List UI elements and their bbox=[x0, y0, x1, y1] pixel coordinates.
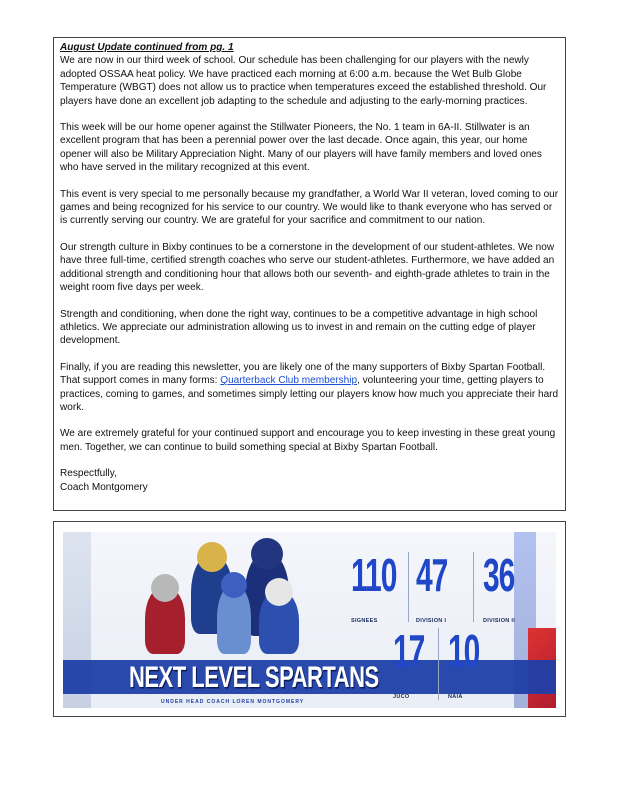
stat-value: 10 bbox=[448, 626, 480, 679]
stat-value: 110 bbox=[351, 550, 397, 603]
closing-text: Respectfully, bbox=[60, 468, 117, 480]
newsletter-letter bbox=[53, 37, 566, 511]
quarterback-club-link[interactable]: Quarterback Club membership bbox=[220, 375, 358, 387]
paragraph-text: We are now in our third week of school. Our schedule has been challenging for our players with the newly adopted OSSAA heat policy. We have practiced each morning at 6:00 a.m. because the Wet Bulb Globe Temperature (WBGT) does not allow us to practice when temperatures exceed the established threshold. Our players have done an excellent job adapting to the schedule and adjusting to the early-morning practices. bbox=[60, 55, 547, 107]
letter-paragraph-7: We are extremely grateful for your continued support and encourage you to keep investing in these great young men. Together, we can continue to build something special at Bixby Spartan Football. bbox=[60, 428, 556, 453]
letter-paragraph-2: This week will be our home opener against the Stillwater Pioneers, the No. 1 team in 6A-II. Stillwater is an excellent program that has been a perennial power over the last decade. Once again, this year, our home opener will also be Military Appreciation Night. Many of our players will have family members and loved ones who have served in the military recognized at this event. bbox=[60, 122, 542, 174]
stat-label: DIVISION I bbox=[416, 618, 447, 624]
stat-divider bbox=[408, 552, 409, 622]
signature-name: Coach Montgomery bbox=[60, 481, 148, 493]
stat-division-i bbox=[416, 550, 448, 624]
letter-paragraph-4: Our strength culture in Bixby continues to be a cornerstone in the development of our student-athletes. We now have three full-time, certified strength coaches who serve our student-athletes. Furthermore, we have added an additional strength and conditioning hour that allows both our seventh- and eighth-grade athletes to train in the weight room five days per week. bbox=[60, 241, 555, 294]
signature-block bbox=[60, 467, 559, 494]
stat-divider bbox=[473, 552, 474, 622]
stat-signees bbox=[351, 550, 397, 624]
banner-title: NEXT LEVEL SPARTANS bbox=[129, 660, 379, 694]
stat-label: JUCO bbox=[393, 694, 410, 700]
stat-label: NAIA bbox=[448, 694, 463, 700]
letter-paragraph-3: This event is very special to me personally because my grandfather, a World War II veteran, loved coming to our games and being recognized for his service to our country. We would like to thank everyone who has served or is currently serving our country. We are grateful for your sacrifice and commitment to our nation. bbox=[60, 188, 559, 227]
stat-division-ii bbox=[483, 550, 516, 624]
stat-value: 47 bbox=[416, 550, 448, 603]
continued-heading: August Update continued from pg. 1 bbox=[60, 42, 234, 53]
paragraph-text: Finally, if you are reading this newsletter, you are likely one of the many supporters of Bixby Spartan Football. That support comes in many forms: bbox=[60, 361, 546, 387]
letter-paragraph-5: Strength and conditioning, when done the right way, continues to be a competitive advantage in high school athletics. We appreciate our administration allowing us to invest in and remain on the cutting edge of player development. bbox=[60, 308, 538, 347]
banner-subtitle: UNDER HEAD COACH LOREN MONTGOMERY bbox=[161, 699, 305, 705]
letter-paragraph-6 bbox=[60, 361, 559, 415]
stat-divider bbox=[438, 628, 439, 700]
banner-image bbox=[63, 532, 556, 708]
stat-label: DIVISION II bbox=[483, 618, 516, 624]
stat-value: 17 bbox=[393, 626, 425, 679]
letter-paragraph-1 bbox=[60, 41, 559, 108]
stat-naia bbox=[448, 626, 480, 700]
stat-juco bbox=[393, 626, 425, 700]
stat-value: 36 bbox=[483, 550, 515, 603]
player-collage-image bbox=[135, 534, 315, 654]
stat-label: SIGNEES bbox=[351, 618, 378, 624]
paragraph-text: , volunteering your time, getting players to practices, coming to games, and sometimes simply letting our players know how much you appreciate their hard work. bbox=[60, 375, 559, 413]
next-level-spartans-graphic bbox=[53, 521, 566, 717]
